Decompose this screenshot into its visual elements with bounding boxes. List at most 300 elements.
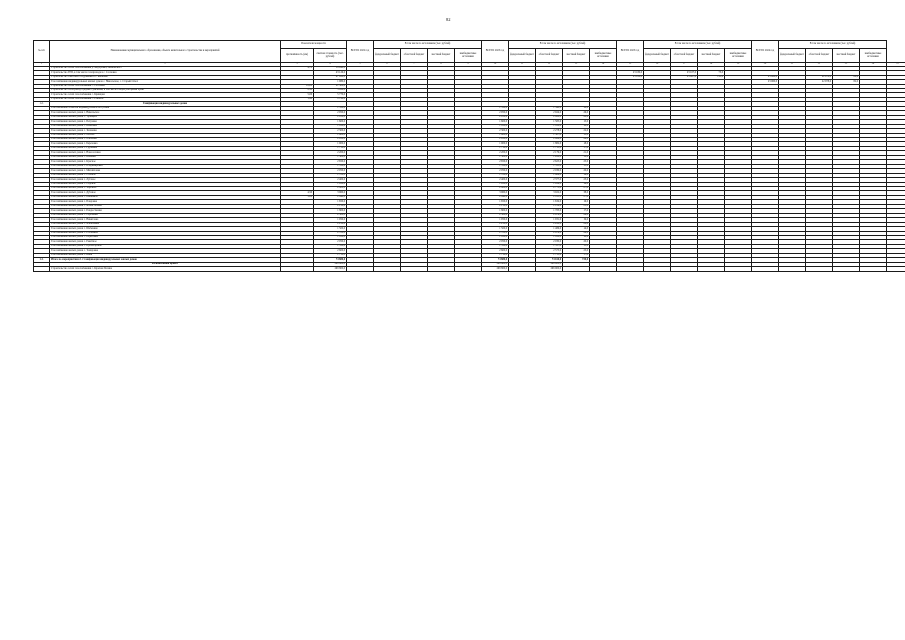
header-source: федеральный бюджет xyxy=(374,49,401,63)
row-estimate: 5 770,0 xyxy=(314,93,347,97)
row-estimate: 1 300,0 xyxy=(314,155,347,159)
row-value: 1 783,0 xyxy=(536,209,563,213)
row-estimate: 47 020,0 xyxy=(314,75,347,79)
row-value: 23 067,0 xyxy=(671,75,698,79)
row-value: 2 100,0 xyxy=(482,115,509,119)
row-estimate: 1 550,0 xyxy=(314,164,347,168)
row-estimate: 1 350,0 xyxy=(314,244,347,248)
row-value: 2 030,0 xyxy=(536,240,563,244)
row-value: 15,0 xyxy=(563,120,590,124)
row-name: Газоснабжение жилых домов с. Рождественка xyxy=(50,209,281,213)
row-name: Газоснабжение объектов индивидуальной застройки xyxy=(50,106,281,110)
row-value: 2 773,0 xyxy=(536,187,563,191)
row-value xyxy=(833,267,860,271)
row-name: Строительство сетей газоснабжения с. Сосновка xyxy=(50,84,281,88)
header-num: № п/п xyxy=(34,41,50,63)
column-number: 4 xyxy=(314,63,347,67)
row-value xyxy=(563,267,590,271)
row-number: 1.2. xyxy=(34,102,50,106)
row-value: 1 340,0 xyxy=(536,106,563,110)
row-value: 1 634,0 xyxy=(536,200,563,204)
row-value: 1 350,0 xyxy=(482,244,509,248)
row-capacity: 2,30 xyxy=(281,89,314,93)
row-value: 1 500,0 xyxy=(482,227,509,231)
row-estimate: 2 250,0 xyxy=(314,222,347,226)
row-value: 74 880,0 xyxy=(482,258,509,262)
row-value: 1 288,0 xyxy=(536,155,563,159)
row-estimate: 43 126,0 xyxy=(314,71,347,75)
row-value: 38,0 xyxy=(563,191,590,195)
row-capacity: 5,00 xyxy=(281,93,314,97)
column-number: 22 xyxy=(806,63,833,67)
row-estimate: 299 800,0 xyxy=(314,267,347,271)
row-value xyxy=(428,267,455,271)
header-year-total: ВСЕГО 2023 год xyxy=(482,41,509,63)
row-value: 23 180,0 xyxy=(617,75,644,79)
row-value: 1 300,0 xyxy=(482,155,509,159)
column-number: 12 xyxy=(536,63,563,67)
row-name: Газоснабжение жилых домов с. Головчино xyxy=(50,231,281,235)
row-value: 1 450,0 xyxy=(482,182,509,186)
row-value xyxy=(779,267,806,271)
row-estimate: 2 800,0 xyxy=(314,187,347,191)
row-value: 2 950,0 xyxy=(482,111,509,115)
row-value: 14,0 xyxy=(563,227,590,231)
row-value: 1 650,0 xyxy=(482,200,509,204)
row-value: 25,0 xyxy=(563,249,590,253)
column-number: 24 xyxy=(860,63,887,67)
row-value: 2 674,0 xyxy=(536,231,563,235)
row-name: Региональный проект xyxy=(50,262,281,266)
row-estimate: 2 500,0 xyxy=(314,213,347,217)
column-number: 8 xyxy=(428,63,455,67)
row-estimate: 2 450,0 xyxy=(314,138,347,142)
header-source: местный бюджет xyxy=(563,49,590,63)
row-value: 1 350,0 xyxy=(482,106,509,110)
row-capacity xyxy=(281,267,314,271)
row-capacity: 4,70 xyxy=(281,66,314,70)
row-estimate: 2 600,0 xyxy=(314,249,347,253)
row-value: 1 733,0 xyxy=(536,253,563,257)
row-estimate: 1 800,0 xyxy=(314,209,347,213)
row-estimate: 1 450,0 xyxy=(314,182,347,186)
row-value: 2 500,0 xyxy=(482,213,509,217)
row-value: 27,0 xyxy=(563,195,590,199)
row-value: 22,0 xyxy=(563,129,590,133)
row-estimate: 1 900,0 xyxy=(314,142,347,146)
row-value: 18,0 xyxy=(563,124,590,128)
row-estimate: 2 300,0 xyxy=(314,129,347,133)
row-value: 2 575,0 xyxy=(536,249,563,253)
row-value: 23 060,0 xyxy=(752,80,779,84)
row-value: 1 585,0 xyxy=(536,120,563,124)
row-estimate: 1 600,0 xyxy=(314,120,347,124)
row-value: 1 850,0 xyxy=(482,124,509,128)
column-number: 14 xyxy=(590,63,617,67)
row-estimate: 2 150,0 xyxy=(314,204,347,208)
row-value xyxy=(725,267,752,271)
row-value: 2 377,0 xyxy=(536,178,563,182)
row-name: Строительство сетей газоснабжения д. Федоровка, Ивановского xyxy=(50,66,281,70)
row-value: 1 931,0 xyxy=(536,218,563,222)
row-name: Газоснабжение жилых домов с. Ивня xyxy=(50,253,281,257)
table-header xyxy=(34,41,905,67)
row-estimate: 74 880,0 xyxy=(314,258,347,262)
row-value: 18,0 xyxy=(563,235,590,239)
row-name: Газоснабжение жилых домов с. Знаменка xyxy=(50,129,281,133)
row-capacity: 1,90 xyxy=(281,97,314,101)
header-year-total: ВСЕГО 2022 год xyxy=(347,41,374,63)
row-name: Газоснабжение жилых домов с. Ольховка xyxy=(50,138,281,142)
row-value: 2 129,0 xyxy=(536,204,563,208)
row-name: Газоснабжение жилых домов с. Вишневое xyxy=(50,195,281,199)
row-name: Газоснабжение жилых домов с. Красное xyxy=(50,160,281,164)
row-value: 2 030,0 xyxy=(536,169,563,173)
row-value: 2 250,0 xyxy=(482,222,509,226)
row-value: 1 400,0 xyxy=(482,133,509,137)
column-number: 15 xyxy=(617,63,644,67)
row-value: 1 832,0 xyxy=(536,235,563,239)
row-value: 23 107,0 xyxy=(671,71,698,75)
row-value xyxy=(617,267,644,271)
row-name: Строительство очистных сооружений в с. Яковлево xyxy=(50,75,281,79)
row-name: Газоснабжение жилых домов с. Томаровка xyxy=(50,249,281,253)
row-estimate: 1 980,0 xyxy=(314,80,347,84)
row-value: 2 840,0 xyxy=(482,195,509,199)
column-number: 1 xyxy=(34,63,50,67)
row-value: 1 800,0 xyxy=(482,209,509,213)
table-body xyxy=(34,66,905,271)
row-value: 23 180,0 xyxy=(617,71,644,75)
row-estimate: 2 400,0 xyxy=(314,178,347,182)
row-name: Газоснабжение жилых домов с. Михайловка xyxy=(50,169,281,173)
row-value: 2 300,0 xyxy=(482,129,509,133)
row-estimate: 3 960,0 xyxy=(314,191,347,195)
row-name: Газоснабжение жилых домов с. Троицкое xyxy=(50,115,281,119)
row-name: Газоснабжение жилых домов с. Пролетарское xyxy=(50,244,281,248)
column-number: 25 xyxy=(887,63,905,67)
row-value: 82,0 xyxy=(833,80,860,84)
header-source: внебюджетные источники xyxy=(590,49,617,63)
row-value: 25,0 xyxy=(563,160,590,164)
column-number: 17 xyxy=(671,63,698,67)
column-number: 10 xyxy=(482,63,509,67)
row-estimate: 2 840,0 xyxy=(314,195,347,199)
row-name: Строительство газопровода среднего давления, в том числе газорегуляторный пункт xyxy=(50,89,281,93)
column-number: 7 xyxy=(401,63,428,67)
row-value: 296 900,0 xyxy=(536,262,563,266)
row-value: 13,0 xyxy=(563,133,590,137)
header-year-total: ВСЕГО 2023 год xyxy=(617,41,644,63)
row-name: Газоснабжение жилых домов с. Ивановка xyxy=(50,124,281,128)
row-estimate: 2 650,0 xyxy=(314,160,347,164)
investment-table xyxy=(33,40,905,272)
row-value xyxy=(644,267,671,271)
row-name: Газоснабжение жилых домов с. Лесное xyxy=(50,133,281,137)
row-value: 12,0 xyxy=(563,155,590,159)
header-source: внебюджетные источники xyxy=(860,49,887,63)
header-sources-group: В том числе по источникам (тыс. рублей) xyxy=(779,41,887,49)
row-value: 1 486,0 xyxy=(536,227,563,231)
row-value: 299 800,0 xyxy=(482,262,509,266)
row-value: 3 960,0 xyxy=(482,191,509,195)
row-value xyxy=(590,267,617,271)
row-value: 2 200,0 xyxy=(482,151,509,155)
row-value: 2 050,0 xyxy=(482,169,509,173)
row-value: 16,0 xyxy=(563,200,590,204)
row-value: 1 700,0 xyxy=(482,173,509,177)
header-source: местный бюджет xyxy=(698,49,725,63)
column-number: 2 xyxy=(50,63,281,67)
row-name: Газоснабжение жилых домов с. Садовое xyxy=(50,182,281,186)
row-value: 16,0 xyxy=(563,173,590,177)
column-number: 9 xyxy=(455,63,482,67)
row-capacity: 3,20 xyxy=(281,195,314,199)
row-value: 2 228,0 xyxy=(536,222,563,226)
header-sources-group: В том числе по источникам (тыс. рублей) xyxy=(374,41,482,49)
row-name: Газоснабжение жилых домов с. Алексеевка xyxy=(50,222,281,226)
row-value: 17,0 xyxy=(563,209,590,213)
row-estimate: 2 100,0 xyxy=(314,115,347,119)
row-value: 296 900,0 xyxy=(536,267,563,271)
header-capacity-group: Показатели мощности xyxy=(281,41,347,49)
row-name: Строительство сетей газоснабжения с. Красная Поляна xyxy=(50,267,281,271)
row-value: 2 476,0 xyxy=(536,213,563,217)
row-value: 21,0 xyxy=(563,204,590,208)
row-estimate: 2 050,0 xyxy=(314,169,347,173)
row-value: 2 924,0 xyxy=(536,111,563,115)
row-capacity: 4,50 xyxy=(281,191,314,195)
row-value: 2 150,0 xyxy=(482,204,509,208)
row-value: 20,0 xyxy=(563,115,590,119)
row-value: 2 800,0 xyxy=(482,187,509,191)
header-source: областной бюджет xyxy=(806,49,833,63)
row-name: Газоснабжение жилых домов с. Петровка xyxy=(50,120,281,124)
row-value: 2 650,0 xyxy=(482,160,509,164)
row-value: 74 160,0 xyxy=(536,258,563,262)
row-estimate: 1 850,0 xyxy=(314,124,347,128)
row-value: 2 700,0 xyxy=(482,231,509,235)
header-source: областной бюджет xyxy=(536,49,563,63)
row-name: Строительство сетей газоснабжения с. Кривцово xyxy=(50,93,281,97)
row-name: Газоснабжение жилых домов с. Грушевка xyxy=(50,146,281,150)
row-value: 1 832,0 xyxy=(536,124,563,128)
header-source: местный бюджет xyxy=(833,49,860,63)
row-value: 10,0 xyxy=(563,106,590,110)
row-estimate: 1 850,0 xyxy=(314,235,347,239)
row-value: 14,0 xyxy=(563,182,590,186)
row-value: 1 750,0 xyxy=(482,253,509,257)
column-number: 13 xyxy=(563,63,590,67)
row-value: 299 800,0 xyxy=(482,267,509,271)
column-number: 21 xyxy=(779,63,806,67)
row-value: 21,0 xyxy=(563,151,590,155)
row-value: 24,0 xyxy=(563,213,590,217)
row-name: Газоснабжение жилых домов с. Ясная Поляна xyxy=(50,204,281,208)
row-name: Газоснабжение индивидуальных жилых домов с. Никольское, с. Старый Оскол xyxy=(50,80,281,84)
column-number: 23 xyxy=(833,63,860,67)
row-value: 22,0 xyxy=(563,222,590,226)
row-name: Строительство ГРП, в том числе газопровода в с. Сосновка xyxy=(50,71,281,75)
header-source: областной бюджет xyxy=(671,49,698,63)
row-estimate: 299 800,0 xyxy=(314,262,347,266)
row-value: 23,0 xyxy=(563,178,590,182)
row-name: Газоснабжение жилых домов с. Шебекино xyxy=(50,227,281,231)
row-value xyxy=(698,267,725,271)
row-estimate: 2 110,0 xyxy=(314,97,347,101)
row-name: Итого по мероприятиям 1.2 газификация индивидуальных жилых домов xyxy=(50,258,281,262)
row-name: Газоснабжение жилых домов с. Дубовое xyxy=(50,191,281,195)
row-value: 1 337,0 xyxy=(536,244,563,248)
column-number: 19 xyxy=(725,63,752,67)
row-name: Газоснабжение жилых домов с. Новоселовка xyxy=(50,151,281,155)
row-number xyxy=(34,267,50,271)
header-capacity: протяжённость (км) xyxy=(281,49,314,63)
row-estimate: 2 700,0 xyxy=(314,231,347,235)
row-estimate: 2 950,0 xyxy=(314,111,347,115)
row-value xyxy=(374,267,401,271)
row-value xyxy=(806,267,833,271)
row-value: 1 882,0 xyxy=(536,142,563,146)
row-value: 720,0 xyxy=(563,258,590,262)
row-estimate: 1 950,0 xyxy=(314,218,347,222)
row-value: 1 950,0 xyxy=(482,218,509,222)
row-value: 24,0 xyxy=(563,138,590,142)
row-estimate: 1 650,0 xyxy=(314,200,347,204)
row-value: 1 600,0 xyxy=(482,120,509,124)
header-name: Наименование муниципального образования, объекта капитального строительства и мероприятий xyxy=(50,41,281,63)
row-value: 2 278,0 xyxy=(536,129,563,133)
row-name: Газоснабжение жилых домов с. Каменка xyxy=(50,155,281,159)
row-value: 1 750,0 xyxy=(482,146,509,150)
row-value: 27,0 xyxy=(563,187,590,191)
row-value: 22 978,0 xyxy=(806,80,833,84)
row-value: 1 436,0 xyxy=(536,182,563,186)
row-name: Газоснабжение жилых домов с. Березовка xyxy=(50,142,281,146)
row-value: 1 550,0 xyxy=(482,164,509,168)
row-value: 2 426,0 xyxy=(536,138,563,142)
column-number: 11 xyxy=(509,63,536,67)
row-value: 26,0 xyxy=(563,231,590,235)
row-value xyxy=(671,267,698,271)
row-estimate: 1 700,0 xyxy=(314,173,347,177)
row-name: Газификация индивидуальных домов xyxy=(50,102,281,106)
row-estimate: 1 350,0 xyxy=(314,106,347,110)
row-name: Газоснабжение жилых домов с. Заречное xyxy=(50,187,281,191)
row-value xyxy=(401,267,428,271)
row-value: 17,0 xyxy=(563,146,590,150)
row-estimate: 18 940,0 xyxy=(314,66,347,70)
row-value: 15,0 xyxy=(563,164,590,168)
row-value: 1 684,0 xyxy=(536,173,563,177)
row-value: 2 600,0 xyxy=(482,249,509,253)
column-number: 6 xyxy=(374,63,401,67)
row-value: 17,0 xyxy=(563,253,590,257)
row-value: 2 400,0 xyxy=(482,178,509,182)
header-estimate: сметная стоимость (тыс. рублей) xyxy=(314,49,347,63)
row-name: Газоснабжение жилых домов с. Степное xyxy=(50,173,281,177)
row-name: Газоснабжение жилых домов с. Луговое xyxy=(50,178,281,182)
row-name: Газоснабжение жилых домов с. Покровка xyxy=(50,200,281,204)
row-value xyxy=(860,267,887,271)
row-value: 1 733,0 xyxy=(536,146,563,150)
row-name: Газоснабжение жилых домов с. Никитовка xyxy=(50,218,281,222)
column-number: 20 xyxy=(752,63,779,67)
row-value: 2 080,0 xyxy=(536,115,563,119)
row-value: 82,0 xyxy=(833,75,860,79)
row-value: 20,0 xyxy=(563,240,590,244)
row-value: 1 387,0 xyxy=(536,133,563,137)
header-source: областной бюджет xyxy=(401,49,428,63)
header-year-total: ВСЕГО 2024 год xyxy=(752,41,779,63)
row-estimate: 1 750,0 xyxy=(314,146,347,150)
row-estimate: 21 300,0 xyxy=(314,84,347,88)
row-name: Газоснабжение жилых домов с. Владимировка xyxy=(50,164,281,168)
row-value: 2 450,0 xyxy=(482,138,509,142)
row-value: 1 850,0 xyxy=(482,235,509,239)
header-source: внебюджетные источники xyxy=(725,49,752,63)
row-estimate: 3 020,0 xyxy=(314,89,347,93)
row-name: Газоснабжение жилых домов с. Сергиевка xyxy=(50,213,281,217)
row-estimate: 2 050,0 xyxy=(314,240,347,244)
column-number: 18 xyxy=(698,63,725,67)
row-value: 73,0 xyxy=(698,71,725,75)
row-value: 1 535,0 xyxy=(536,164,563,168)
column-number: 16 xyxy=(644,63,671,67)
row-value xyxy=(509,267,536,271)
row-name: Газоснабжение жилых домов с. Борисовка xyxy=(50,235,281,239)
row-value: 26,0 xyxy=(563,111,590,115)
row-value: 2 050,0 xyxy=(482,240,509,244)
row-number: 1.3. xyxy=(34,258,50,262)
row-capacity: 18,00 xyxy=(281,84,314,88)
row-estimate: 1 750,0 xyxy=(314,253,347,257)
row-value: 13,0 xyxy=(563,244,590,248)
row-estimate: 1 500,0 xyxy=(314,227,347,231)
row-name: Газоснабжение жилых домов с. Никольское xyxy=(50,111,281,115)
row-value xyxy=(455,267,482,271)
row-value: 2 179,0 xyxy=(536,151,563,155)
row-estimate: 1 400,0 xyxy=(314,133,347,137)
row-value: 1 900,0 xyxy=(482,142,509,146)
row-name: Газоснабжение жилых домов с. Ракитное xyxy=(50,240,281,244)
column-number: 5 xyxy=(347,63,374,67)
row-estimate: 2 200,0 xyxy=(314,151,347,155)
column-number: 3 xyxy=(281,63,314,67)
table-row xyxy=(34,267,905,271)
row-name: Строительство сетей газоснабжения с. Глинное xyxy=(50,97,281,101)
header-source: местный бюджет xyxy=(428,49,455,63)
row-value: 2 813,0 xyxy=(536,195,563,199)
row-value: 22 978,0 xyxy=(806,75,833,79)
row-value xyxy=(887,267,905,271)
header-source: внебюджетные источники xyxy=(455,49,482,63)
header-source: федеральный бюджет xyxy=(509,49,536,63)
row-value: 2 625,0 xyxy=(536,160,563,164)
header-sources-group: В том числе по источникам (тыс. рублей) xyxy=(509,41,617,49)
row-value: 3 922,0 xyxy=(536,191,563,195)
row-value: 19,0 xyxy=(563,218,590,222)
row-value: 20,0 xyxy=(563,169,590,173)
row-value: 18,0 xyxy=(563,142,590,146)
row-value: 113,0 xyxy=(698,75,725,79)
row-value xyxy=(347,267,374,271)
row-value: 23 060,0 xyxy=(752,75,779,79)
header-sources-group: В том числе по источникам (тыс. рублей) xyxy=(644,41,752,49)
row-value xyxy=(752,267,779,271)
page-number: 82 xyxy=(446,17,451,22)
header-source: федеральный бюджет xyxy=(779,49,806,63)
